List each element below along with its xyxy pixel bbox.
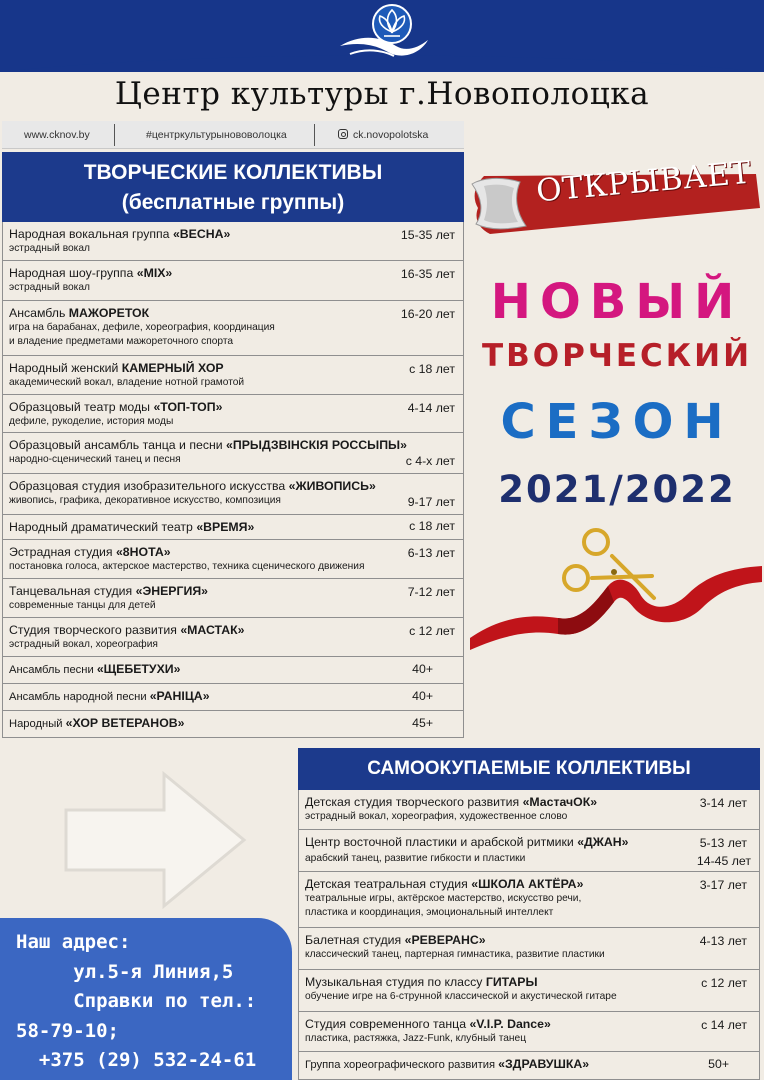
age-range: 4-13 лет [699, 934, 747, 948]
links-bar [2, 121, 464, 149]
table-row [3, 684, 463, 711]
table-row [3, 301, 463, 356]
group-title: «ЩЕБЕТУХИ» [96, 662, 181, 676]
group-name: Ансамбль [9, 306, 69, 320]
hashtag-text: #центркультурынововолоцка [146, 129, 287, 141]
group-description: эстрадный вокал, хореография, художественное слово [305, 811, 568, 822]
group-description: пластика, растяжка, Jazz-Funk, клубный танец [305, 1033, 527, 1044]
group-title: «MIX» [136, 266, 173, 280]
age-range: 3-14 лет [699, 796, 747, 810]
group-description: игра на барабанах, дефиле, хореография, координация [9, 322, 275, 333]
paid-groups-table [298, 790, 760, 1080]
group-title: «МастачОК» [522, 795, 598, 809]
group-title: «ЗДРАВУШКА» [498, 1057, 590, 1071]
mobile-number[interactable]: +375 (29) 532-24-61 [38, 1049, 257, 1071]
table-row [3, 395, 463, 433]
group-description: постановка голоса, актерское мастерство, техника сценического движения [9, 561, 365, 572]
arrow-right-icon [60, 770, 250, 910]
group-description: и владение предметами мажореточного спорта [9, 336, 234, 347]
age-range: 40+ [412, 662, 433, 676]
group-title: КАМЕРНЫЙ ХОР [121, 361, 224, 375]
free-groups-heading [2, 152, 464, 222]
group-name: Группа хореографического развития [305, 1059, 499, 1071]
age-range: 50+ [708, 1057, 729, 1071]
group-name: Танцевальная студия [9, 584, 136, 598]
address-street: ул.5-я Линия,5 [73, 960, 234, 983]
age-range: 16-20 лет [400, 307, 455, 321]
page-title: Центр культуры г.Новополоцка [114, 76, 650, 112]
table-row [3, 474, 463, 515]
table-row [3, 515, 463, 540]
promo-word-new: НОВЫЙ [490, 274, 744, 330]
group-name: Ансамбль песни [9, 664, 97, 676]
age-range: 16-35 лет [400, 267, 455, 281]
group-name: Образцовая студия изобразительного искусства [9, 479, 289, 493]
red-ribbon-scissors-icon [462, 520, 764, 650]
group-title: «ВЕСНА» [172, 227, 231, 241]
address-label: Наш адрес: [16, 931, 131, 953]
divider [314, 124, 315, 146]
group-description: эстрадный вокал [9, 282, 90, 293]
group-name: Эстрадная студия [9, 545, 116, 559]
instagram-icon [338, 129, 348, 139]
group-name: Студия современного танца [305, 1017, 470, 1031]
group-title: «ЖИВОПИСЬ» [288, 479, 376, 493]
website-link[interactable]: www.cknov.by [24, 129, 90, 141]
group-title: «ДЖАН» [577, 835, 629, 849]
group-title: «ШКОЛА АКТЁРА» [471, 877, 584, 891]
age-range: с 18 лет [409, 362, 455, 376]
free-groups-title: ТВОРЧЕСКИЕ КОЛЛЕКТИВЫ [83, 161, 383, 184]
age-range: с 12 лет [409, 624, 455, 638]
address-block [0, 918, 292, 1080]
table-row [3, 579, 463, 618]
group-title: «ПРЫДЗВІНСКІЯ РОССЫПЫ» [226, 438, 407, 452]
group-title: «ТОП-ТОП» [153, 400, 223, 414]
group-name: Народный женский [9, 361, 122, 375]
table-row [299, 872, 759, 928]
table-row [3, 540, 463, 579]
age-range: 3-17 лет [699, 878, 747, 892]
group-description: академический вокал, владение нотной грамотой [9, 377, 245, 388]
table-row [3, 433, 463, 474]
promo-year: 2021/2022 [498, 468, 736, 511]
age-range: с 18 лет [409, 519, 455, 533]
age-range: 45+ [412, 716, 433, 730]
group-title: «V.I.P. Dance» [469, 1017, 551, 1031]
age-range: 4-14 лет [407, 401, 455, 415]
opens-text: ОТКРЫВАЕТ [534, 154, 753, 210]
group-name: Детская театральная студия [305, 877, 472, 891]
paid-groups-heading: САМООКУПАЕМЫЕ КОЛЛЕКТИВЫ [298, 748, 760, 790]
group-name: Образцовый ансамбль танца и песни [9, 438, 227, 452]
table-row [299, 790, 759, 830]
table-row [299, 1052, 759, 1080]
group-name: Образцовый театр моды [9, 400, 154, 414]
group-description: эстрадный вокал, хореография [9, 639, 158, 650]
table-row [299, 830, 759, 872]
group-title: «ХОР ВЕТЕРАНОВ» [65, 716, 185, 730]
group-name: Народный драматический театр [9, 520, 197, 534]
table-row [3, 356, 463, 395]
group-title: «РЕВЕРАНС» [404, 933, 486, 947]
age-range: с 12 лет [701, 976, 747, 990]
group-description: живопись, графика, декоративное искусство, композиция [9, 495, 281, 506]
table-row [3, 618, 463, 657]
group-title: «МАСТАК» [180, 623, 245, 637]
group-name: Балетная студия [305, 933, 405, 947]
age-range: 40+ [412, 689, 433, 703]
group-name: Студия творческого развития [9, 623, 181, 637]
promo-word-season: СЕЗОН [500, 394, 734, 450]
free-groups-table [2, 222, 464, 738]
group-name: Ансамбль народной песни [9, 691, 150, 703]
table-row [299, 970, 759, 1012]
table-row [299, 1012, 759, 1052]
age-range: с 4-х лет [405, 454, 455, 468]
table-row [3, 711, 463, 738]
table-row [3, 261, 463, 301]
group-description: арабский танец, развитие гибкости и пластики [305, 853, 526, 864]
group-name: Центр восточной пластики и арабской ритмики [305, 835, 578, 849]
table-row [299, 928, 759, 970]
age-range: 6-13 лет [407, 546, 455, 560]
group-description: современные танцы для детей [9, 600, 156, 611]
divider [114, 124, 115, 146]
group-name: Детская студия творческого развития [305, 795, 523, 809]
group-name: Народный [9, 718, 66, 730]
promo-word-creative: ТВОРЧЕСКИЙ [481, 338, 753, 374]
group-name: Народная шоу-группа [9, 266, 137, 280]
instagram-link[interactable]: ck.novopolotska [338, 129, 428, 141]
group-name: Народная вокальная группа [9, 227, 173, 241]
age-range: 7-12 лет [407, 585, 455, 599]
age-range: 5-13 лет [699, 836, 747, 850]
age-range: 9-17 лет [407, 495, 455, 509]
group-title: МАЖОРЕТОК [68, 306, 150, 320]
group-title: «8НОТА» [115, 545, 171, 559]
age-range: 14-45 лет [696, 854, 751, 868]
group-description: дефиле, рукоделие, история моды [9, 416, 174, 427]
age-range: 15-35 лет [400, 228, 455, 242]
group-title: «РАНІЦА» [149, 689, 210, 703]
phone-label: Справки по тел.: [73, 990, 257, 1012]
group-title: «ВРЕМЯ» [196, 520, 255, 534]
group-description: обучение игре на 6-струнной классической и акустической гитаре [305, 991, 617, 1002]
free-groups-subtitle: (бесплатные группы) [121, 191, 345, 214]
age-range: с 14 лет [701, 1018, 747, 1032]
lotus-wave-logo [336, 2, 432, 62]
group-title: ГИТАРЫ [485, 975, 538, 989]
group-description: театральные игры, актёрское мастерство, искусство речи, [305, 893, 582, 904]
group-description: пластика и координация, эмоциональный интеллект [305, 907, 554, 918]
table-row [3, 222, 463, 261]
phone-number[interactable]: 58-79-10; [16, 1019, 119, 1042]
group-name: Музыкальная студия по классу [305, 975, 486, 989]
group-title: «ЭНЕРГИЯ» [135, 584, 208, 598]
table-row [3, 657, 463, 684]
group-description: эстрадный вокал [9, 243, 90, 254]
group-description: классический танец, партерная гимнастика, развитие пластики [305, 949, 605, 960]
group-description: народно-сценический танец и песня [9, 454, 181, 465]
